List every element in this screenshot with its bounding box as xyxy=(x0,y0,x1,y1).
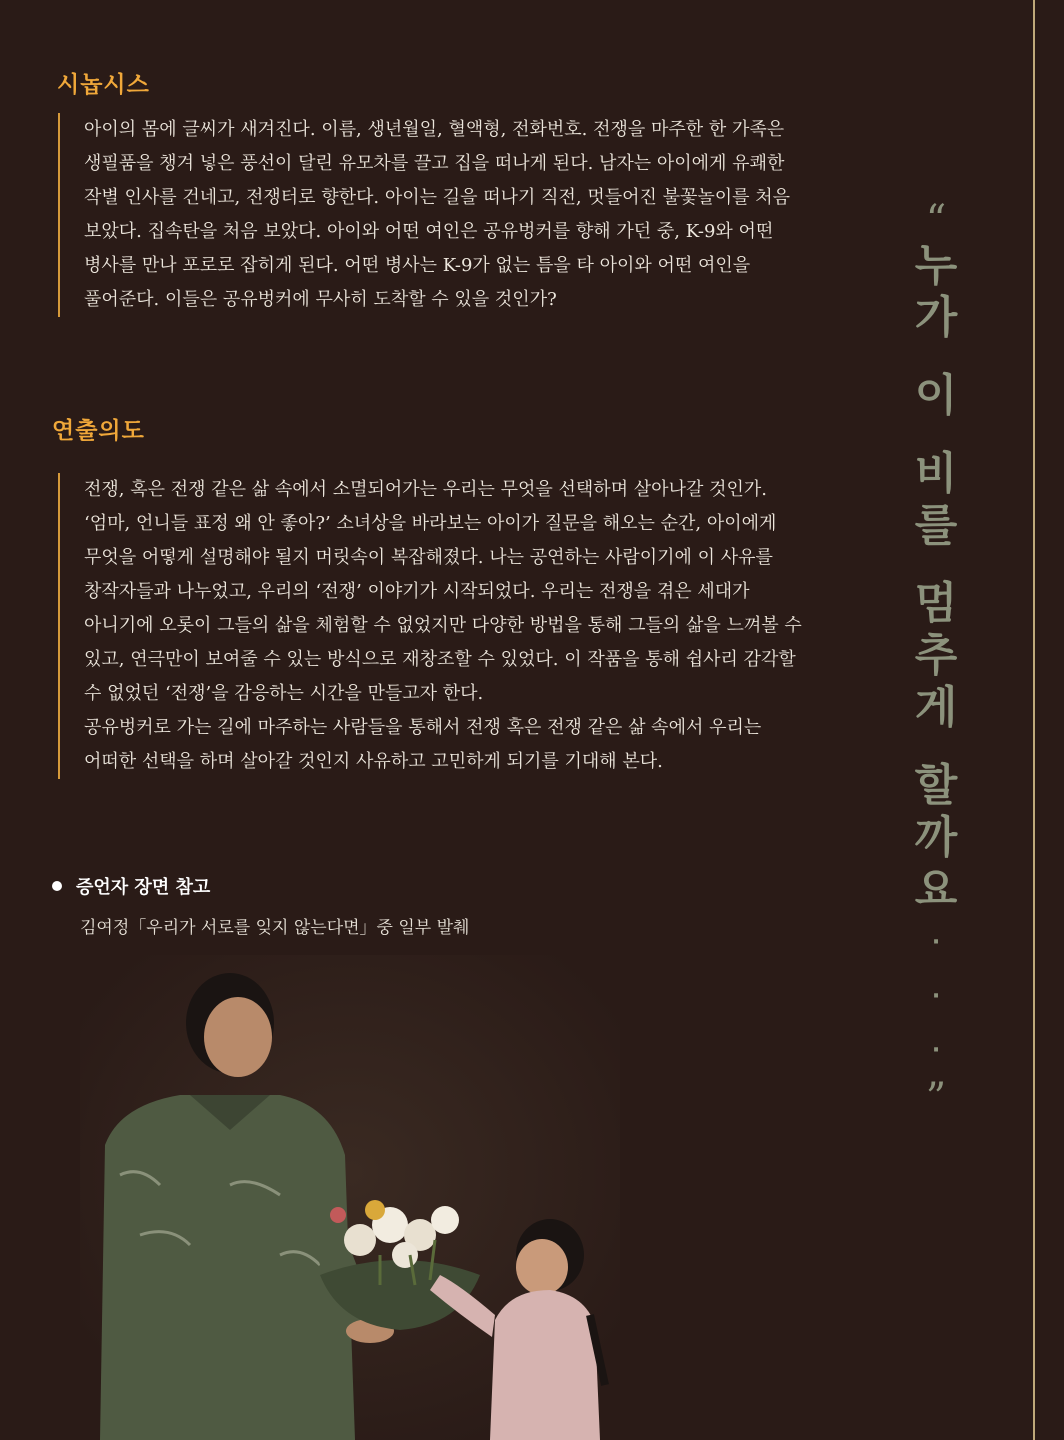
direction-line: 어떠한 선택을 하며 살아갈 것인지 사유하고 고민하게 되기를 기대해 본다. xyxy=(84,751,663,772)
synopsis-line: 아이의 몸에 글씨가 새겨진다. 이름, 생년월일, 혈액형, 전화번호. 전쟁을 마주한 한 가족은 xyxy=(84,119,785,140)
synopsis-title: 시놉시스 xyxy=(57,72,150,98)
quote-char: 게 xyxy=(914,682,958,733)
direction-line: 무엇을 어떻게 설명해야 될지 머릿속이 복잡해졌다. 나는 공연하는 사람이기에 이 사유를 xyxy=(84,547,773,568)
quote-char: 가 xyxy=(914,292,958,343)
quote-char: 멈 xyxy=(914,578,958,629)
stage-photo xyxy=(80,955,620,1440)
direction-line: 있고, 연극만이 보여줄 수 있는 방식으로 재창조할 수 있었다. 이 작품을 통해 쉽사리 감각할 xyxy=(84,649,796,670)
direction-line: ‘엄마, 언니들 표정 왜 안 좋아?’ 소녀상을 바라보는 아이가 질문을 해오는 순간, 아이에게 xyxy=(84,513,777,534)
direction-line: 전쟁, 혹은 전쟁 같은 삶 속에서 소멸되어가는 우리는 무엇을 선택하며 살아나갈 것인가. xyxy=(84,479,767,500)
direction-line: 공유벙커로 가는 길에 마주하는 사람들을 통해서 전쟁 혹은 전쟁 같은 삶 속에서 우리는 xyxy=(84,717,762,738)
quote-char: 할 xyxy=(914,760,958,811)
quote-char: 누 xyxy=(914,240,958,291)
quote-char: 추 xyxy=(914,630,958,681)
direction-line: 창작자들과 나누었고, 우리의 ‘전쟁’ 이야기가 시작되었다. 우리는 전쟁을 겪은 세대가 xyxy=(84,581,750,602)
bullet-icon xyxy=(52,881,62,891)
quote-char: 까 xyxy=(914,812,958,863)
direction-line: 아니기에 오롯이 그들의 삶을 체험할 수 없었지만 다양한 방법을 통해 그들의 삶을 느껴볼 수 xyxy=(84,615,802,636)
quote-open-mark: “ xyxy=(925,197,947,243)
quote-char: 를 xyxy=(914,500,958,551)
synopsis-line: 병사를 만나 포로로 잡히게 된다. 어떤 병사는 K-9가 없는 틈을 타 아이와 어떤 여인을 xyxy=(84,255,751,276)
reference-note xyxy=(52,873,469,938)
quote-char: 이 xyxy=(914,370,958,421)
synopsis-line: 생필품을 챙겨 넣은 풍선이 달린 유모차를 끌고 집을 떠나게 된다. 남자는 아이에게 유쾌한 xyxy=(84,153,785,174)
quote-gap xyxy=(905,422,967,448)
quote-gap xyxy=(905,552,967,578)
quote-dot: · xyxy=(931,930,941,955)
quote-dot: · xyxy=(931,1038,941,1063)
note-title: 증언자 장면 참고 xyxy=(76,877,211,898)
synopsis-line: 보았다. 집속탄을 처음 보았다. 아이와 어떤 여인은 공유벙커를 향해 가던 중, K-9와 어떤 xyxy=(84,221,774,242)
quote-gap xyxy=(905,344,967,370)
note-source: 김여정「우리가 서로를 잊지 않는다면」중 일부 발췌 xyxy=(80,918,470,938)
direction-title: 연출의도 xyxy=(52,418,145,444)
direction-text xyxy=(58,473,874,779)
page-edge-rule xyxy=(1033,0,1035,1440)
quote-close-mark: ” xyxy=(925,1075,947,1121)
direction-line: 수 없었던 ‘전쟁’을 감응하는 시간을 만들고자 한다. xyxy=(84,683,484,704)
synopsis-line: 작별 인사를 건네고, 전쟁터로 향한다. 아이는 길을 떠나기 직전, 멋들어진 불꽃놀이를 처음 xyxy=(84,187,791,208)
vertical-quote xyxy=(905,197,967,1121)
synopsis-text xyxy=(58,113,874,317)
quote-char: 비 xyxy=(914,448,958,499)
synopsis-line: 풀어준다. 이들은 공유벙커에 무사히 도착할 수 있을 것인가? xyxy=(84,289,557,310)
quote-char: 요 xyxy=(914,864,958,915)
quote-gap xyxy=(905,734,967,760)
quote-dot: · xyxy=(931,984,941,1009)
